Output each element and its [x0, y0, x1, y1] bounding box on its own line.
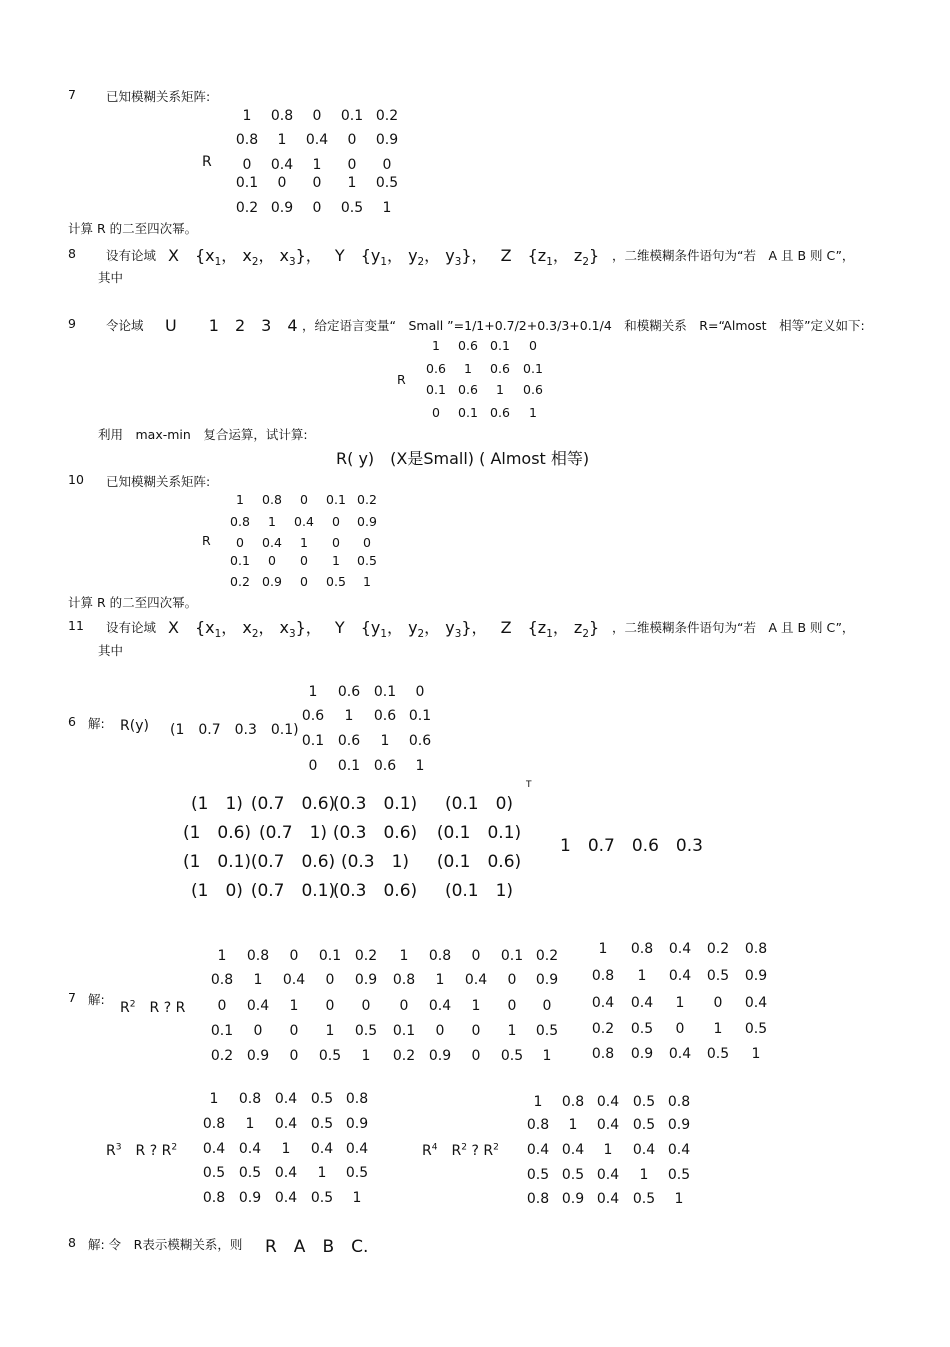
matrix-cell: 1 [568, 1117, 578, 1133]
a6-result: 1 0.7 0.6 0.3 [560, 836, 703, 856]
matrix-cell: 0.5 [706, 1046, 730, 1062]
matrix-cell: 0 [675, 1021, 685, 1037]
matrix-cell: 0.4 [238, 1141, 262, 1157]
matrix-cell: 0.1 [340, 108, 364, 124]
matrix-cell: 1 [674, 1191, 684, 1207]
matrix-cell: 1 [415, 758, 425, 774]
matrix-cell: 0.2 [235, 200, 259, 216]
matrix-cell: 0.8 [392, 972, 416, 988]
a6-pair: (0.3 0.6) [332, 881, 418, 901]
matrix-cell: 0.5 [630, 1021, 654, 1037]
matrix-cell: 0.4 [596, 1191, 620, 1207]
a6-pair: (0.3 1) [340, 852, 410, 872]
q10-number: 10 [68, 472, 84, 487]
matrix-cell: 0.6 [490, 361, 510, 376]
matrix-cell: 0.4 [294, 514, 314, 529]
matrix-cell: 1 [209, 1091, 219, 1107]
matrix-cell: 0.1 [500, 948, 524, 964]
matrix-cell: 1 [675, 995, 685, 1011]
matrix-cell: 0.9 [667, 1117, 691, 1133]
matrix-cell: 0.4 [262, 535, 282, 550]
q8-rest: ，二维模糊条件语句为“若 A 且 B 则 C”， [612, 248, 855, 263]
a6-pair: (0.7 0.6) [250, 794, 336, 814]
matrix-cell: 0.8 [235, 132, 259, 148]
matrix-cell: 0 [300, 553, 308, 568]
matrix-cell: 1 [289, 998, 299, 1014]
matrix-cell: 1 [639, 1167, 649, 1183]
matrix-cell: 1 [361, 1048, 371, 1064]
matrix-cell: 0 [300, 492, 308, 507]
matrix-cell: 0.4 [526, 1142, 550, 1158]
matrix-cell: 0 [415, 684, 425, 700]
matrix-cell: 1 [308, 684, 318, 700]
matrix-cell: 0.2 [354, 948, 378, 964]
matrix-cell: 0.4 [744, 995, 768, 1011]
matrix-cell: 1 [529, 405, 537, 420]
a6-pair: (1 0.1) [182, 852, 252, 872]
matrix-cell: 0.9 [744, 968, 768, 984]
matrix-cell: 0.6 [337, 684, 361, 700]
matrix-cell: 0.4 [274, 1190, 298, 1206]
matrix-cell: 0.9 [535, 972, 559, 988]
matrix-cell: 0.4 [274, 1116, 298, 1132]
matrix-cell: 0 [332, 514, 340, 529]
q9-rest: ，给定语言变量“ Small ”=1/1+0.7/2+0.3/3+0.1/4 和模糊关系 R=“Almost 相等”定义如下: [302, 318, 865, 333]
a6-pair: (0.7 0.1) [250, 881, 336, 901]
matrix-cell: 1 [542, 1048, 552, 1064]
matrix-cell: 0 [529, 338, 537, 353]
matrix-cell: 0.5 [310, 1190, 334, 1206]
a7-r4-equation: $R^4$ $R^2$ ? $R^2$ [422, 1142, 499, 1159]
matrix-cell: 0.4 [667, 1142, 691, 1158]
matrix-cell: 0.1 [337, 758, 361, 774]
matrix-cell: 0.4 [305, 132, 329, 148]
matrix-cell: 0.5 [340, 200, 364, 216]
matrix-cell: 1 [471, 998, 481, 1014]
matrix-cell: 0 [713, 995, 723, 1011]
matrix-cell: 0.2 [591, 1021, 615, 1037]
matrix-cell: 0.4 [596, 1117, 620, 1133]
matrix-cell: 1 [352, 1190, 362, 1206]
q7-tail: 计算 R 的二至四次幂。 [68, 221, 198, 236]
q9-universe: U 1 2 3 4 [165, 316, 298, 335]
matrix-cell: 0.4 [274, 1091, 298, 1107]
q10-text: 已知模糊关系矩阵: [106, 474, 211, 489]
matrix-cell: 0 [347, 157, 357, 173]
matrix-cell: 0 [312, 200, 322, 216]
matrix-cell: 0.8 [667, 1094, 691, 1110]
q11-second: 其中 [98, 643, 124, 658]
matrix-cell: 1 [253, 972, 263, 988]
q11-lead: 设有论域 [106, 620, 157, 635]
a6-pair: (0.1 0) [444, 794, 514, 814]
matrix-cell: 0.2 [230, 574, 250, 589]
matrix-cell: 0 [312, 175, 322, 191]
matrix-cell: 0.5 [318, 1048, 342, 1064]
a6-number: 6 [68, 714, 76, 729]
a8-number: 8 [68, 1235, 76, 1250]
matrix-cell: 0 [312, 108, 322, 124]
a6-pair: (1 0) [191, 881, 243, 901]
matrix-cell: 0.6 [523, 382, 543, 397]
matrix-cell: 0.4 [668, 941, 692, 957]
matrix-cell: 0.8 [238, 1091, 262, 1107]
matrix-cell: 0.8 [428, 948, 452, 964]
matrix-cell: 1 [268, 514, 276, 529]
matrix-cell: 0.5 [632, 1191, 656, 1207]
matrix-cell: 0.8 [262, 492, 282, 507]
matrix-cell: 0.6 [458, 382, 478, 397]
matrix-cell: 0.4 [561, 1142, 585, 1158]
matrix-cell: 1 [332, 553, 340, 568]
matrix-cell: 0.4 [596, 1094, 620, 1110]
matrix-cell: 0.9 [357, 514, 377, 529]
matrix-cell: 0.9 [561, 1191, 585, 1207]
matrix-cell: 0.5 [526, 1167, 550, 1183]
matrix-cell: 0 [289, 1023, 299, 1039]
matrix-cell: 0.6 [373, 708, 397, 724]
matrix-cell: 1 [751, 1046, 761, 1062]
matrix-cell: 0.8 [561, 1094, 585, 1110]
matrix-cell: 0 [471, 948, 481, 964]
matrix-cell: 0 [363, 535, 371, 550]
matrix-cell: 0 [277, 175, 287, 191]
q10-tail: 计算 R 的二至四次幂。 [68, 595, 198, 610]
matrix-cell: 0.9 [270, 200, 294, 216]
matrix-cell: 0.6 [426, 361, 446, 376]
a6-pair: (0.1 0.6) [436, 852, 522, 872]
matrix-cell: 1 [325, 1023, 335, 1039]
matrix-cell: 0.1 [301, 733, 325, 749]
matrix-cell: 0.8 [591, 1046, 615, 1062]
q9-number: 9 [68, 316, 76, 331]
matrix-cell: 1 [281, 1141, 291, 1157]
matrix-cell: 0 [471, 1023, 481, 1039]
matrix-cell: 0.5 [706, 968, 730, 984]
matrix-cell: 0.8 [202, 1116, 226, 1132]
matrix-cell: 0.5 [357, 553, 377, 568]
matrix-cell: 1 [344, 708, 354, 724]
matrix-cell: 1 [435, 972, 445, 988]
matrix-cell: 0.4 [596, 1167, 620, 1183]
matrix-cell: 1 [300, 535, 308, 550]
matrix-cell: 0.4 [270, 157, 294, 173]
matrix-cell: 0 [507, 998, 517, 1014]
q11-sets: X {$x_1$， $x_2$， $x_3$}， Y {$y_1$， $y_2$， $y_3$}， Z {$z_1$， $z_2$} [168, 618, 600, 641]
matrix-cell: 0.1 [426, 382, 446, 397]
a7-r2-equation: $R^2$ R ? R [120, 999, 186, 1016]
matrix-cell: 0.4 [246, 998, 270, 1014]
matrix-cell: 1 [380, 733, 390, 749]
matrix-cell: 0.8 [345, 1091, 369, 1107]
matrix-cell: 0.5 [310, 1091, 334, 1107]
q8-sets: X {$x_1$， $x_2$， $x_3$}， Y {$y_1$， $y_2$， $y_3$}， Z {$z_1$， $z_2$} [168, 246, 600, 269]
matrix-cell: 0 [471, 1048, 481, 1064]
matrix-cell: 1 [713, 1021, 723, 1037]
q7-matrix-label: R [202, 154, 212, 170]
matrix-cell: 0.1 [230, 553, 250, 568]
matrix-cell: 0.2 [357, 492, 377, 507]
matrix-cell: 1 [317, 1165, 327, 1181]
a6-jie: 解: [88, 716, 105, 731]
matrix-cell: 0.1 [408, 708, 432, 724]
a6-pair: (1 0.6) [182, 823, 252, 843]
q8-number: 8 [68, 246, 76, 261]
matrix-cell: 0 [308, 758, 318, 774]
matrix-cell: 0 [300, 574, 308, 589]
a6-pair: (0.1 0.1) [436, 823, 522, 843]
matrix-cell: 0.6 [301, 708, 325, 724]
a6-transpose: T [526, 780, 532, 790]
matrix-cell: 0.6 [373, 758, 397, 774]
q11-number: 11 [68, 618, 84, 633]
matrix-cell: 1 [217, 948, 227, 964]
matrix-cell: 0.1 [235, 175, 259, 191]
q8-lead: 设有论域 [106, 248, 157, 263]
matrix-cell: 0 [217, 998, 227, 1014]
q9-use: 利用 max-min 复合运算，试计算: [98, 427, 308, 442]
matrix-cell: 0.1 [210, 1023, 234, 1039]
a7-jie: 解: [88, 992, 105, 1007]
matrix-cell: 0.4 [668, 968, 692, 984]
matrix-cell: 0.9 [345, 1116, 369, 1132]
q7-number: 7 [68, 87, 76, 102]
matrix-cell: 0.2 [375, 108, 399, 124]
matrix-cell: 0.8 [202, 1190, 226, 1206]
matrix-cell: 0.8 [270, 108, 294, 124]
matrix-cell: 0.8 [591, 968, 615, 984]
matrix-cell: 0.1 [490, 338, 510, 353]
q11-rest: ，二维模糊条件语句为“若 A 且 B 则 C”， [612, 620, 855, 635]
matrix-cell: 0 [236, 535, 244, 550]
matrix-cell: 1 [245, 1116, 255, 1132]
matrix-cell: 0 [542, 998, 552, 1014]
a6-lhs: R(y) [120, 718, 149, 734]
matrix-cell: 0.1 [373, 684, 397, 700]
a6-pair: (0.3 0.6) [332, 823, 418, 843]
matrix-cell: 0.1 [318, 948, 342, 964]
matrix-cell: 0.4 [202, 1141, 226, 1157]
matrix-cell: 0.5 [500, 1048, 524, 1064]
matrix-cell: 0.2 [392, 1048, 416, 1064]
matrix-cell: 1 [464, 361, 472, 376]
matrix-cell: 0.5 [202, 1165, 226, 1181]
a8-formula: R A B C. [265, 1237, 369, 1257]
matrix-cell: 0.4 [668, 1046, 692, 1062]
matrix-cell: 0 [242, 157, 252, 173]
matrix-cell: 0.6 [408, 733, 432, 749]
matrix-cell: 0.5 [744, 1021, 768, 1037]
matrix-cell: 0.5 [345, 1165, 369, 1181]
matrix-cell: 0.5 [310, 1116, 334, 1132]
matrix-cell: 0.5 [632, 1094, 656, 1110]
matrix-cell: 0.9 [630, 1046, 654, 1062]
q8-second: 其中 [98, 270, 124, 285]
matrix-cell: 0.2 [706, 941, 730, 957]
matrix-cell: 0.4 [274, 1165, 298, 1181]
matrix-cell: 0.8 [246, 948, 270, 964]
matrix-cell: 1 [347, 175, 357, 191]
matrix-cell: 0.4 [632, 1142, 656, 1158]
matrix-cell: 0 [347, 132, 357, 148]
matrix-cell: 0 [361, 998, 371, 1014]
q7-text: 已知模糊关系矩阵: [106, 89, 211, 104]
matrix-cell: 0 [432, 405, 440, 420]
matrix-cell: 0 [289, 948, 299, 964]
matrix-cell: 0.8 [210, 972, 234, 988]
a6-pair: (0.7 0.6) [250, 852, 336, 872]
q9-lead: 令论域 [106, 318, 144, 333]
matrix-cell: 1 [432, 338, 440, 353]
matrix-cell: 1 [399, 948, 409, 964]
q10-matrix-label: R [202, 533, 211, 548]
matrix-cell: 0 [435, 1023, 445, 1039]
matrix-cell: 1 [363, 574, 371, 589]
matrix-cell: 0.8 [526, 1191, 550, 1207]
matrix-cell: 1 [507, 1023, 517, 1039]
matrix-cell: 0.1 [458, 405, 478, 420]
matrix-cell: 0 [325, 972, 335, 988]
matrix-cell: 1 [236, 492, 244, 507]
matrix-cell: 0.5 [238, 1165, 262, 1181]
matrix-cell: 0.1 [326, 492, 346, 507]
matrix-cell: 1 [312, 157, 322, 173]
a6-pair: (0.1 1) [444, 881, 514, 901]
matrix-cell: 1 [603, 1142, 613, 1158]
a6-pair: (0.7 1) [258, 823, 328, 843]
matrix-cell: 0.6 [458, 338, 478, 353]
matrix-cell: 0.5 [326, 574, 346, 589]
matrix-cell: 1 [533, 1094, 543, 1110]
matrix-cell: 0.9 [262, 574, 282, 589]
matrix-cell: 0.5 [535, 1023, 559, 1039]
matrix-cell: 0.9 [246, 1048, 270, 1064]
a7-number: 7 [68, 990, 76, 1005]
matrix-cell: 0.9 [354, 972, 378, 988]
matrix-cell: 0 [325, 998, 335, 1014]
matrix-cell: 0.4 [428, 998, 452, 1014]
a6-pair: (0.3 0.1) [332, 794, 418, 814]
matrix-cell: 1 [496, 382, 504, 397]
matrix-cell: 1 [242, 108, 252, 124]
matrix-cell: 0.9 [428, 1048, 452, 1064]
matrix-cell: 0.5 [375, 175, 399, 191]
matrix-cell: 0.8 [630, 941, 654, 957]
matrix-cell: 0.5 [354, 1023, 378, 1039]
matrix-cell: 1 [637, 968, 647, 984]
matrix-cell: 1 [277, 132, 287, 148]
matrix-cell: 0 [382, 157, 392, 173]
matrix-cell: 0.4 [630, 995, 654, 1011]
matrix-cell: 0.9 [238, 1190, 262, 1206]
a8-text: 解: 令 R表示模糊关系，则 [88, 1237, 243, 1252]
matrix-cell: 0.9 [375, 132, 399, 148]
matrix-cell: 0.4 [591, 995, 615, 1011]
matrix-cell: 0 [507, 972, 517, 988]
a6-vector: (1 0.7 0.3 0.1) [170, 722, 299, 738]
matrix-cell: 0.2 [210, 1048, 234, 1064]
matrix-cell: 0 [289, 1048, 299, 1064]
matrix-cell: 0.5 [632, 1117, 656, 1133]
matrix-cell: 0.1 [523, 361, 543, 376]
matrix-cell: 0.2 [535, 948, 559, 964]
matrix-cell: 0.8 [744, 941, 768, 957]
matrix-cell: 0 [253, 1023, 263, 1039]
matrix-cell: 0.8 [230, 514, 250, 529]
matrix-cell: 0 [268, 553, 276, 568]
matrix-cell: 0.4 [282, 972, 306, 988]
matrix-cell: 0.4 [464, 972, 488, 988]
matrix-cell: 0.5 [561, 1167, 585, 1183]
matrix-cell: 0.4 [310, 1141, 334, 1157]
q9-matrix-label: R [397, 372, 406, 387]
q9-formula: R( y) (X是Small) ( Almost 相等) [336, 449, 590, 468]
matrix-cell: 0.5 [667, 1167, 691, 1183]
matrix-cell: 0.4 [345, 1141, 369, 1157]
matrix-cell: 0.6 [337, 733, 361, 749]
matrix-cell: 1 [382, 200, 392, 216]
matrix-cell: 0 [399, 998, 409, 1014]
matrix-cell: 0.6 [490, 405, 510, 420]
a6-pair: (1 1) [191, 794, 243, 814]
a7-r3-equation: $R^3$ R ? $R^2$ [106, 1142, 178, 1159]
matrix-cell: 0 [332, 535, 340, 550]
matrix-cell: 0.8 [526, 1117, 550, 1133]
matrix-cell: 0.1 [392, 1023, 416, 1039]
matrix-cell: 1 [598, 941, 608, 957]
